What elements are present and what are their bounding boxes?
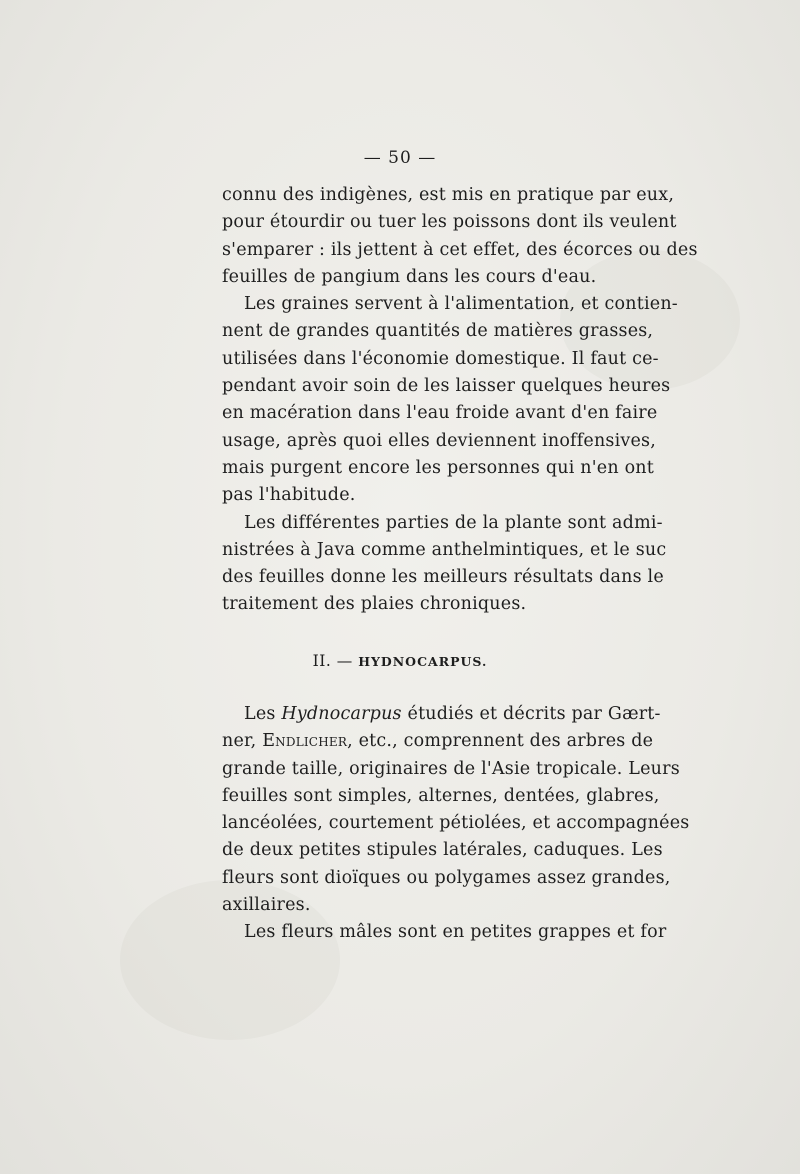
text-line: pour étourdir ou tuer les poissons dont ils veulent [222,212,677,233]
text-span: , etc., comprennent des arbres de [347,731,654,752]
text-line: Les différentes parties de la plante sont admi- [244,512,663,533]
section-number: II. — [312,652,353,670]
text-line [222,728,652,755]
page-number: — 50 — [363,148,437,168]
author-name: Endlicher [262,731,348,752]
text-line: connu des indigènes, est mis en pratique par eux, [222,185,675,205]
paragraph-4 [222,701,690,919]
text-line: nistrées à Java comme anthelmintiques, et le suc [222,539,667,560]
text-line [222,701,661,728]
text-line: usage, après quoi elles deviennent inoffensives, [222,430,657,451]
text-line: mais purgent encore les personnes qui n'en ont [222,457,655,478]
section-title: HYDNOCARPUS. [358,654,488,669]
text-line: pendant avoir soin de les laisser quelques heures [222,376,671,397]
body-text-bottom [222,701,690,947]
text-line: utilisées dans l'économie domestique. Il faut ce- [222,348,659,369]
text-span: ner, [222,731,263,752]
text-line: fleurs sont dioïques ou polygames assez grandes, [222,867,671,888]
paragraph-3 [222,510,667,619]
text-span: étudiés et décrits par Gært- [401,704,661,724]
text-line: lancéolées, courtement pétiolées, et accompagnées [222,813,690,834]
text-line: feuilles de pangium dans les cours d'eau. [222,266,597,287]
section-heading [0,652,800,670]
text-span: Les [244,704,282,724]
text-line: axillaires. [222,895,311,916]
text-line: grande taille, originaires de l'Asie tropicale. Leurs [222,758,680,779]
text-line: s'emparer : ils jettent à cet effet, des écorces ou des [222,239,698,260]
text-line: Les graines servent à l'alimentation, et contien- [244,294,678,315]
text-line: traitement des plaies chroniques. [222,594,527,615]
text-line: Les fleurs mâles sont en petites grappes et for [244,922,667,943]
genus-name: Hydnocarpus [281,704,402,724]
paragraph-1 [222,182,698,291]
text-line: des feuilles donne les meilleurs résultats dans le [222,567,664,588]
text-line: nent de grandes quantités de matières grasses, [222,321,654,342]
text-line: feuilles sont simples, alternes, dentées, glabres, [222,785,660,806]
text-line: de deux petites stipules latérales, caduques. Les [222,840,663,861]
paragraph-2 [222,291,678,509]
text-line: en macération dans l'eau froide avant d'en faire [222,403,658,424]
body-text-top [222,182,698,619]
text-line: pas l'habitude. [222,485,356,506]
paragraph-5 [222,919,667,946]
